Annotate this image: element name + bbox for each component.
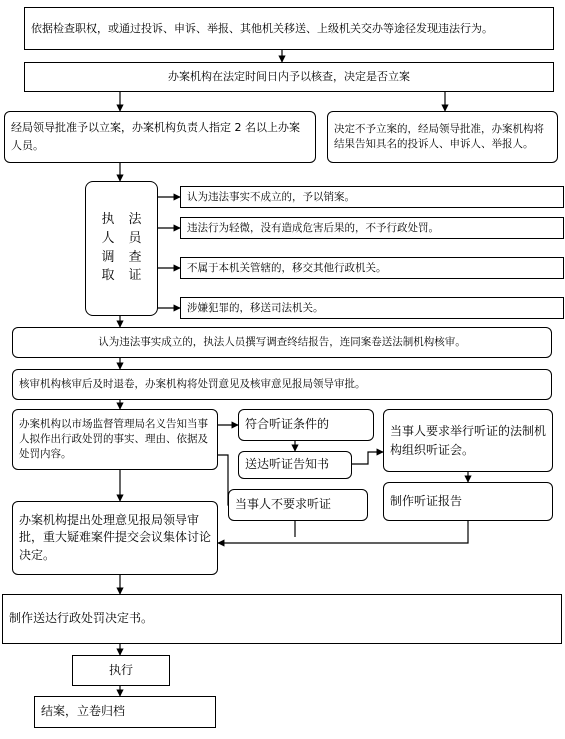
step-verify-and-decide: 办案机构在法定时间日内予以核查，决定是否立案 [24,62,554,92]
step-execute: 执行 [72,655,170,686]
step-not-filed: 决定不予立案的，经局领导批准，办案机构将结果告知具名的投诉人、申诉人、举报人。 [327,111,558,163]
step-discover-violation: 依据检查职权，或通过投诉、申诉、举报、其他机关移送、上级机关交办等途径发现违法行为。 [24,7,554,50]
step-investigation [85,181,158,316]
step-close-archive: 结案，立卷归档 [34,696,216,728]
arrow-15-14 [352,452,383,464]
investigation-col-1: 执 人 调 取 [101,211,115,284]
investigation-col-2: 法 员 查 证 [128,211,142,284]
hearing-notice: 送达听证告知书 [238,451,352,479]
step-penalty-decision: 制作送达行政处罚决定书。 [2,594,562,644]
branch-case-dismissed: 认为违法事实不成立的，予以销案。 [180,186,564,208]
hearing-not-requested: 当事人不要求听证 [228,489,368,521]
hearing-report: 制作听证报告 [383,482,553,521]
step-investigation-report: 认为违法事实成立的，执法人员撰写调查终结报告，连同案卷送法制机构核审。 [12,327,552,358]
hearing-eligible: 符合听证条件的 [238,409,374,441]
branch-transfer-agency: 不属于本机关管辖的，移交其他行政机关。 [180,257,564,279]
hearing-requested: 当事人要求举行听证的法制机构组织听证会。 [383,409,553,472]
step-notify-party: 办案机构以市场监督管理局名义告知当事人拟作出行政处罚的事实、理由、依据及处罚内容。 [12,409,218,470]
step-decision-approval: 办案机构提出处理意见报局领导审批，重大疑难案件提交会议集体讨论决定。 [12,501,218,575]
branch-transfer-judicial: 涉嫌犯罪的，移送司法机关。 [180,297,564,319]
branch-no-penalty: 违法行为轻微，没有造成危害后果的，不予行政处罚。 [180,217,564,239]
step-review-approval: 核审机构核审后及时退卷，办案机构将处罚意见及核审意见报局领导审批。 [12,369,552,400]
step-approve-filing: 经局领导批准予以立案，办案机构负责人指定 2 名以上办案人员。 [4,111,316,163]
arrow-17-18 [218,521,468,543]
